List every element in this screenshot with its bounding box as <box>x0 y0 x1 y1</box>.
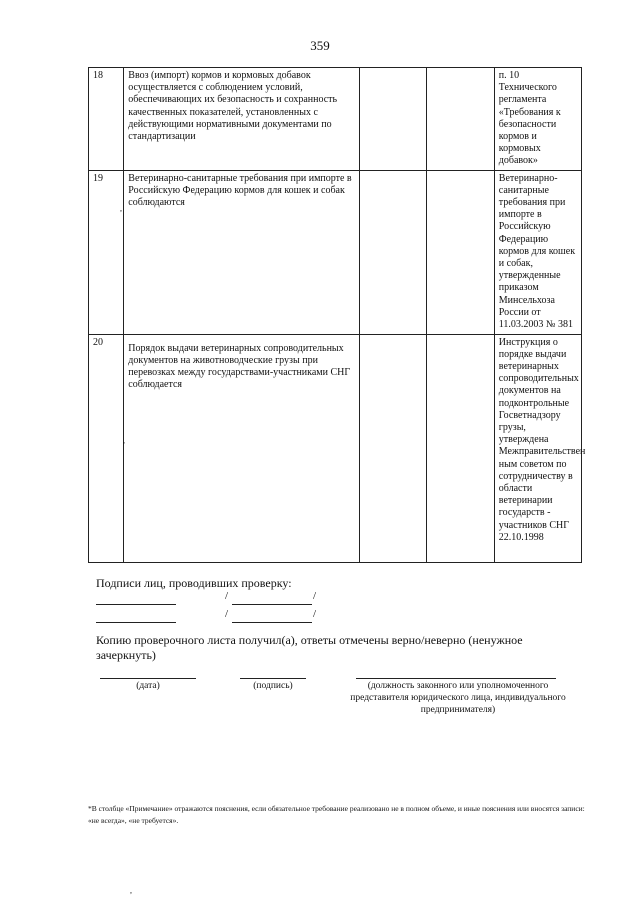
separator: / <box>225 608 229 620</box>
signature-line <box>232 604 312 605</box>
date-label: (дата) <box>136 681 160 691</box>
table-row <box>89 334 582 562</box>
separator: / <box>313 590 317 602</box>
legal-reference: Ветеринарно-санитарные требования при импорте в Российскую Федерацию кормов для кошек и собак, утвержденные приказом Минсельхоза России от 11.03.2003 № 381 <box>494 170 581 334</box>
footnote: *В столбце «Примечание» отражаются пояснения, если обязательное требование реализовано не в полном объеме, и иные пояснения или вносятся записи: «не всегда», «не требуется». <box>88 804 585 825</box>
answer-cell-no <box>427 334 494 562</box>
row-number: 18 <box>89 68 124 171</box>
signature-line <box>232 622 312 623</box>
copy-received-text: Копию проверочного листа получил(а), ответы отмечены верно/неверно (ненужное зачеркнуть) <box>96 633 523 662</box>
signature-label: (подпись) <box>253 681 293 691</box>
legal-reference: Инструкция о порядке выдачи ветеринарных сопроводительных документов на подконтрольные Госветнадзору грузы, утверждена Межправительствен ным советом по сотрудничеству в области ветеринарии государств - участников СНГ 22.10.1998 <box>494 334 581 562</box>
table-row <box>89 68 582 171</box>
page-number: 359 <box>310 38 330 53</box>
scan-mark: , <box>123 436 125 445</box>
table-row <box>89 170 582 334</box>
scan-mark: , <box>130 886 132 895</box>
separator: / <box>225 590 229 602</box>
position-label: (должность законного или уполномоченного представителя юридического лица, индивидуального предпринимателя) <box>350 681 566 715</box>
row-number: 19 <box>89 170 124 334</box>
legal-reference: п. 10 Технического регламента «Требования к безопасности кормов и кормовых добавок» <box>494 68 581 171</box>
answer-cell-yes <box>359 334 426 562</box>
checklist-table <box>88 67 586 563</box>
requirement-text: Ввоз (импорт) кормов и кормовых добавок осуществляется с соблюдением условий, обеспечивающих их безопасность и сохранность качественных показателей, установленных с действующими нормативными документами по стандартизации <box>124 68 360 171</box>
date-line <box>100 678 196 679</box>
requirement-text: Порядок выдачи ветеринарных сопроводительных документов на животноводческие грузы при перевозках между государствами-участниками СНГ соблюдается <box>124 334 360 562</box>
answer-cell-no <box>427 170 494 334</box>
answer-cell-no <box>427 68 494 171</box>
separator: / <box>313 608 317 620</box>
signature-line <box>240 678 306 679</box>
signatures-title: Подписи лиц, проводивших проверку: <box>96 576 292 590</box>
signature-line <box>96 604 176 605</box>
requirement-text: Ветеринарно-санитарные требования при импорте в Российскую Федерацию кормов для кошек и собак соблюдаются <box>124 170 360 334</box>
signature-line <box>96 622 176 623</box>
answer-cell-yes <box>359 170 426 334</box>
scan-mark: , <box>120 204 122 213</box>
row-number: 20 <box>89 334 124 562</box>
position-line <box>356 678 556 679</box>
answer-cell-yes <box>359 68 426 171</box>
